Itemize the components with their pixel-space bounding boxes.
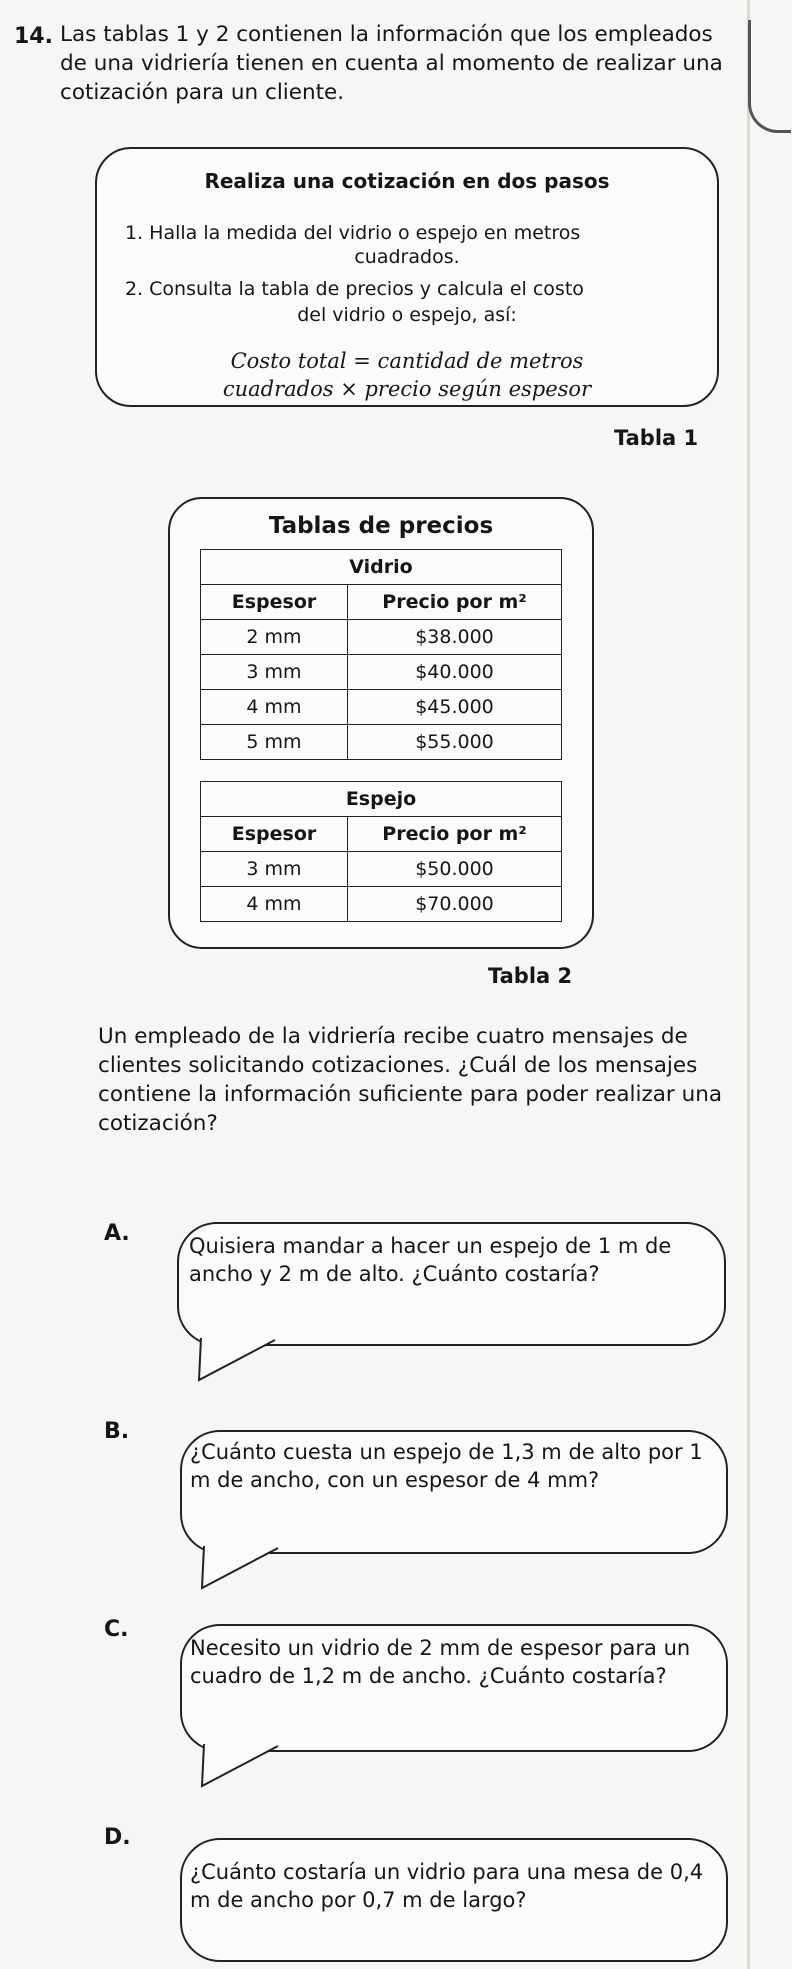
vidrio-header-espesor: Espesor [201, 585, 348, 620]
table-row [201, 725, 562, 760]
intro-text: Las tablas 1 y 2 contienen la información que los empleados de una vidriería tienen en cuenta al momento de realizar una cotización para un cliente. [60, 22, 723, 105]
question-number: 14. [14, 24, 53, 49]
option-a-text: Quisiera mandar a hacer un espejo de 1 m de ancho y 2 m de alto. ¿Cuánto costaría? [189, 1234, 672, 1286]
steps-title: Realiza una cotización en dos pasos [204, 169, 610, 193]
precio-cell: $40.000 [348, 655, 562, 690]
option-c-text: Necesito un vidrio de 2 mm de espesor para un cuadro de 1,2 m de ancho. ¿Cuánto costaría? [190, 1636, 691, 1688]
page-margin-line [747, 0, 750, 1969]
option-a-letter[interactable]: A. [104, 1221, 130, 1246]
precio-cell: $55.000 [348, 725, 562, 760]
vidrio-header-precio: Precio por m² [348, 585, 562, 620]
precio-cell: $38.000 [348, 620, 562, 655]
table-row [201, 887, 562, 922]
espejo-table [200, 781, 562, 922]
option-b-letter[interactable]: B. [104, 1419, 130, 1444]
espesor-cell: 5 mm [201, 725, 348, 760]
formula-line-1: Costo total = cantidad de metros [230, 349, 584, 373]
espesor-cell: 2 mm [201, 620, 348, 655]
espesor-cell: 3 mm [201, 852, 348, 887]
formula-line-2: cuadrados × precio según espesor [222, 377, 592, 401]
table-row [201, 690, 562, 725]
option-c-bubble-tail [198, 1744, 288, 1790]
prices-title: Tablas de precios [268, 513, 494, 539]
step-2-line-1: 2. Consulta la tabla de precios y calcula el costo [125, 278, 584, 300]
table-row [201, 620, 562, 655]
steps-box [95, 147, 719, 407]
vidrio-caption: Vidrio [201, 550, 562, 585]
vidrio-table [200, 549, 562, 760]
precio-cell: $70.000 [348, 887, 562, 922]
espesor-cell: 4 mm [201, 887, 348, 922]
option-b-bubble-tail [198, 1546, 288, 1592]
step-1-line-1: 1. Halla la medida del vidrio o espejo en metros [125, 222, 581, 244]
option-a-bubble-tail [195, 1338, 285, 1384]
espejo-caption: Espejo [201, 782, 562, 817]
espesor-cell: 4 mm [201, 690, 348, 725]
question-text: Un empleado de la vidriería recibe cuatro mensajes de clientes solicitando cotizaciones. ¿Cuál de los mensajes contiene la información suficiente para poder realizar una cotización? [98, 1024, 723, 1136]
option-d-text: ¿Cuánto costaría un vidrio para una mesa de 0,4 m de ancho por 0,7 m de largo? [190, 1860, 704, 1912]
tabla-2-label: Tabla 2 [488, 964, 573, 988]
espejo-header-espesor: Espesor [201, 817, 348, 852]
step-1-line-2: cuadrados. [354, 246, 460, 268]
precio-cell: $45.000 [348, 690, 562, 725]
page-edge-curve [748, 20, 791, 133]
option-d-bubble[interactable] [180, 1838, 728, 1962]
formula [97, 347, 717, 403]
table-row [201, 655, 562, 690]
espesor-cell: 3 mm [201, 655, 348, 690]
table-row [201, 852, 562, 887]
precio-cell: $50.000 [348, 852, 562, 887]
option-c-letter[interactable]: C. [104, 1617, 129, 1642]
option-b-bubble[interactable] [180, 1430, 728, 1554]
option-d-letter[interactable]: D. [104, 1825, 131, 1850]
option-a-bubble[interactable] [177, 1222, 726, 1346]
step-2-line-2: del vidrio o espejo, así: [297, 304, 517, 326]
prices-box [168, 497, 594, 949]
option-c-bubble[interactable] [180, 1624, 728, 1752]
espejo-header-precio: Precio por m² [348, 817, 562, 852]
tabla-1-label: Tabla 1 [614, 426, 699, 450]
option-b-text: ¿Cuánto cuesta un espejo de 1,3 m de alto por 1 m de ancho, con un espesor de 4 mm? [190, 1440, 703, 1492]
